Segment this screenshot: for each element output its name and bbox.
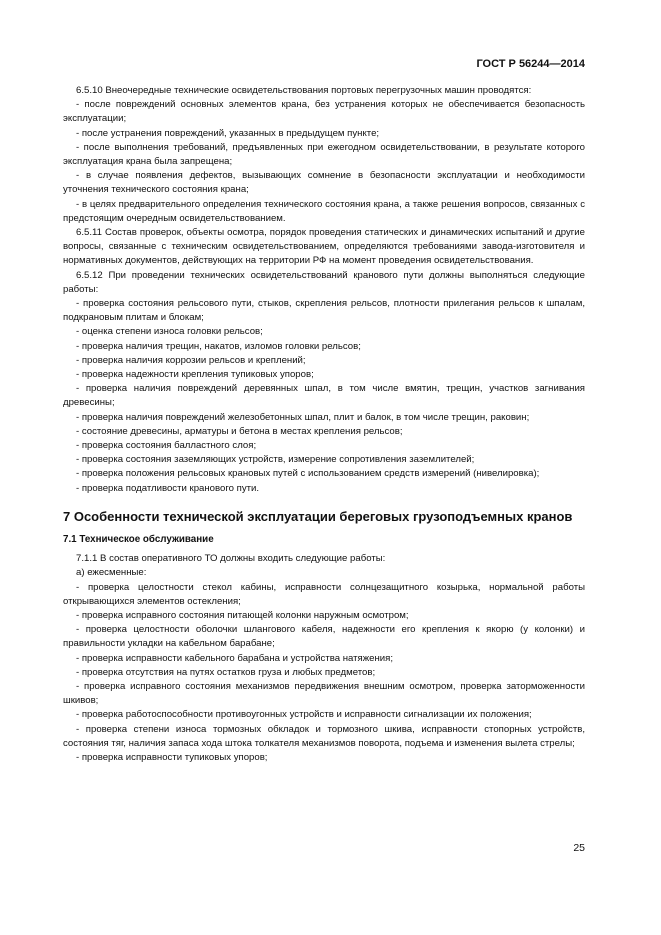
list-item: - проверка наличия трещин, накатов, изломов головки рельсов; xyxy=(76,340,361,352)
list-item: - проверка исправного состояния питающей колонки наружным осмотром; xyxy=(76,609,409,621)
list-item: - проверка податливости кранового пути. xyxy=(76,482,260,494)
list-item: - проверка состояния рельсового пути, стыков, скрепления рельсов, плотности прилегания рельсов к шпалам, подкрановым плитам и блокам; xyxy=(63,298,585,324)
list-item: - проверка состояния балластного слоя; xyxy=(76,440,257,452)
list-item: - проверка отсутствия на путях остатков груза и любых предметов; xyxy=(76,666,376,678)
list-item: - проверка состояния заземляющих устройств, измерение сопротивления заземлителей; xyxy=(76,454,475,466)
paragraph: 6.5.11 Состав проверок, объекты осмотра, порядок проведения статических и динамических испытаний и другие вопросы, связанные с техническим освидетельствованием, определяются требованиями завода-изготовителя и нормативных документов, действующих на территории РФ на момент проведения освидетельствования. xyxy=(63,227,585,267)
section-7-heading: 7 Особенности технической эксплуатации береговых грузоподъемных кранов xyxy=(63,508,573,524)
list-item: - проверка исправности тупиковых упоров; xyxy=(76,751,268,763)
page-body xyxy=(63,84,585,765)
list-item: - состояние древесины, арматуры и бетона в местах крепления рельсов; xyxy=(76,425,403,437)
list-item: - проверка степени износа тормозных обкладок и тормозного шкива, исправности стопорных устройств, состояния тяг, наличия запаса хода штока толкателя механизмов поворота, подъема и изменения вылета стрелы; xyxy=(63,723,585,749)
paragraph: 6.5.12 При проведении технических освидетельствований кранового пути должны выполняться следующие работы: xyxy=(63,269,585,295)
list-item: - после выполнения требований, предъявленных при ежегодном освидетельствовании, в результате которого эксплуатация крана была запрещена; xyxy=(63,141,585,168)
list-item: - после устранения повреждений, указанных в предыдущем пункте; xyxy=(76,127,380,139)
list-item: - проверка наличия коррозии рельсов и креплений; xyxy=(76,354,306,366)
list-item: - проверка целостности оболочки шлангового кабеля, надежности его крепления к якорю (у колонки) и правильности укладки на кабельном барабане; xyxy=(63,624,585,650)
paragraph: 7.1.1 В состав оперативного ТО должны входить следующие работы: xyxy=(76,553,386,565)
list-item: - после повреждений основных элементов крана, без устранения которых не обеспечивается безопасность эксплуатации; xyxy=(63,99,585,125)
paragraph: 6.5.10 Внеочередные технические освидетельствования портовых перегрузочных машин проводятся: xyxy=(76,85,532,96)
list-item: - проверка целостности стекол кабины, исправности солнцезащитного козырька, нормальной работы открывающихся элементов остекления; xyxy=(63,581,585,607)
subsection-7-1-heading: 7.1 Техническое обслуживание xyxy=(63,533,214,545)
list-item: - проверка надежности крепления тупиковых упоров; xyxy=(76,369,314,381)
list-item: - проверка исправного состояния механизмов передвижения внешним осмотром, проверка заторможенности шкивов; xyxy=(63,680,585,707)
list-item: - в целях предварительного определения технического состояния крана, а также решения вопросов, связанных с предстоящим очередным освидетельствованием. xyxy=(63,198,585,224)
section-6-block xyxy=(63,84,585,496)
section-7-block xyxy=(63,552,585,765)
list-item: - оценка степени износа головки рельсов; xyxy=(76,326,263,338)
page-number: 25 xyxy=(573,842,585,854)
list-item: - в случае появления дефектов, вызывающих сомнение в безопасности эксплуатации и необходимости уточнения технического состояния крана; xyxy=(63,170,585,196)
list-item: - проверка положения рельсовых крановых путей с использованием средств измерений (нивелировка); xyxy=(76,468,540,480)
list-item: - проверка работоспособности противоугонных устройств и исправности сигнализации их положения; xyxy=(76,709,532,721)
list-item: - проверка исправности кабельного барабана и устройства натяжения; xyxy=(76,652,394,664)
document-id: ГОСТ Р 56244—2014 xyxy=(476,58,585,70)
list-item: - проверка наличия повреждений железобетонных шпал, плит и балок, в том числе трещин, раковин; xyxy=(76,411,530,423)
list-item: - проверка наличия повреждений деревянных шпал, в том числе вмятин, трещин, участков загнивания древесины; xyxy=(63,383,585,409)
list-heading: а) ежесменные: xyxy=(76,567,147,579)
